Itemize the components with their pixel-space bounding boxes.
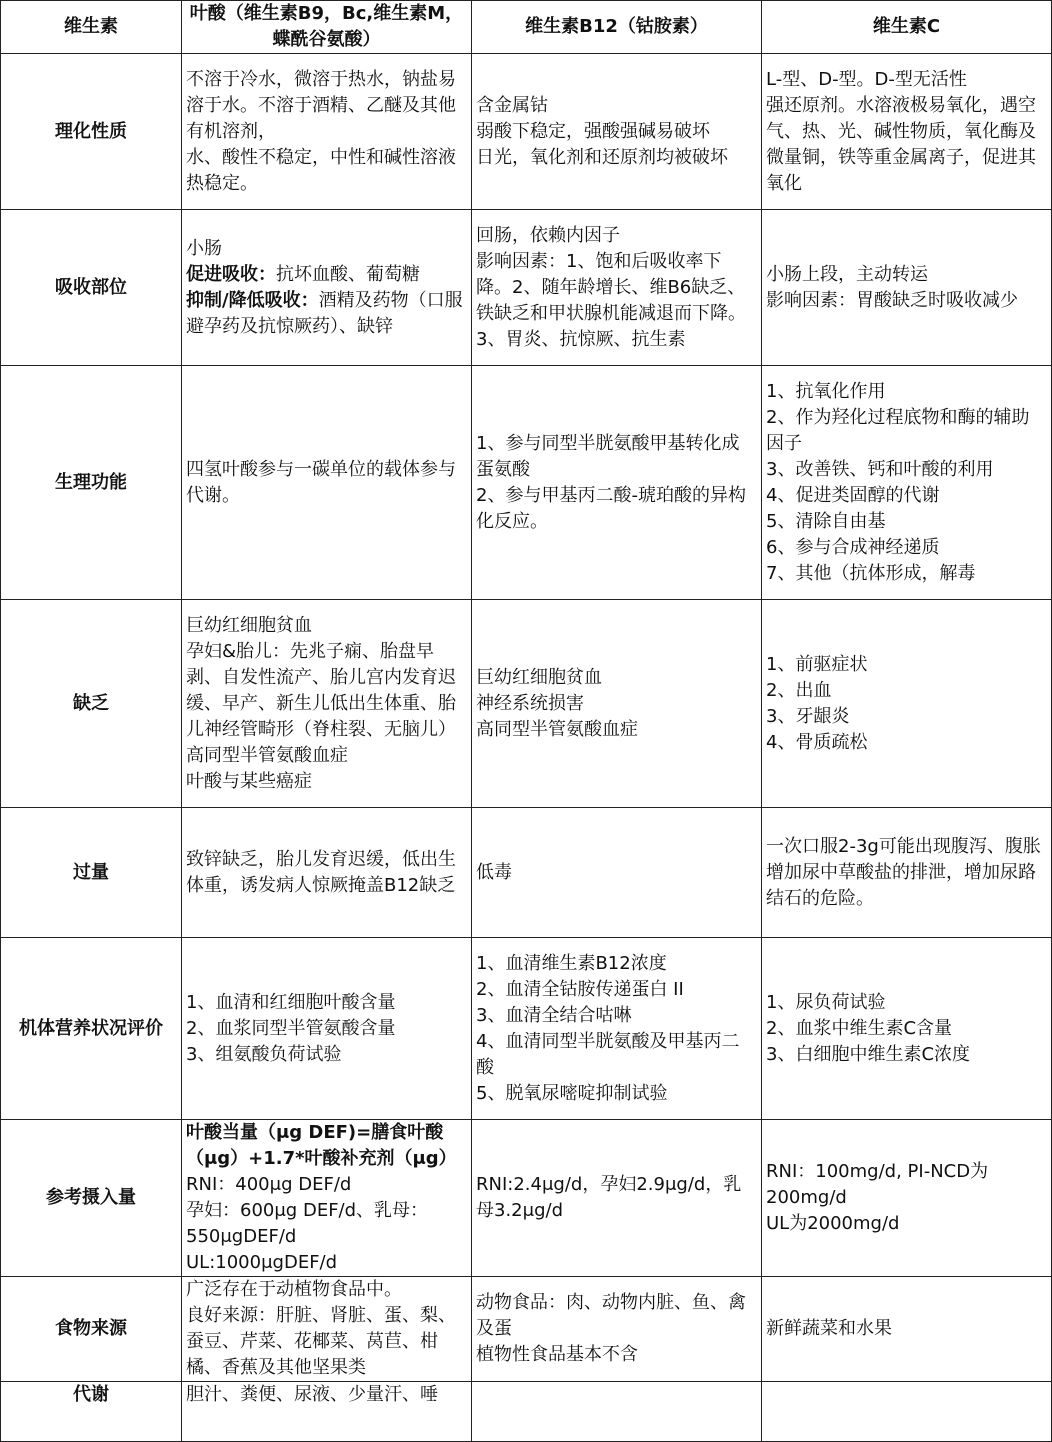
- header-folate: 叶酸（维生素B9，Bc,维生素M，蝶酰谷氨酸）: [182, 1, 472, 54]
- cell-line: [766, 834, 1047, 860]
- cell-line: [766, 288, 1047, 314]
- cell-line: [766, 704, 1047, 730]
- cell-folate: [182, 54, 472, 210]
- cell-line: [476, 249, 757, 353]
- cell-folate: [182, 1120, 472, 1277]
- cell-line-text: 致锌缺乏，胎儿发育迟缓，低出生体重，诱发病人惊厥掩盖B12缺乏: [186, 848, 456, 896]
- cell-vc: [762, 1277, 1052, 1382]
- cell-folate: [182, 600, 472, 808]
- cell-line: [186, 1172, 467, 1198]
- cell-line-text: 3、白细胞中维生素C浓度: [766, 1043, 971, 1065]
- row-label: 参考摄入量: [1, 1120, 182, 1277]
- cell-vc: [762, 938, 1052, 1120]
- cell-line: [476, 1081, 757, 1107]
- cell-line: [476, 691, 757, 717]
- cell-line-text: 2、作为羟化过程底物和酶的辅助因子: [766, 406, 1030, 454]
- cell-line-text: 3、改善铁、钙和叶酸的利用: [766, 458, 994, 480]
- cell-line-text: 影响因素：胃酸缺乏时吸收减少: [766, 289, 1018, 311]
- cell-line: [186, 990, 467, 1016]
- cell-folate: [182, 210, 472, 366]
- cell-line: [766, 1016, 1047, 1042]
- cell-line-text: 1、前驱症状: [766, 653, 868, 675]
- cell-line-text: 含金属钴: [476, 94, 548, 116]
- cell-line: [766, 535, 1047, 561]
- cell-b12: [472, 1120, 762, 1277]
- cell-line: [186, 639, 467, 743]
- cell-line-text: 5、清除自由基: [766, 510, 886, 532]
- cell-line: [186, 1382, 467, 1408]
- cell-line-text: 动物食品：肉、动物内脏、鱼、禽及蛋: [476, 1292, 746, 1339]
- cell-line: [186, 1042, 467, 1068]
- row-label: 吸收部位: [1, 210, 182, 366]
- cell-line: [766, 990, 1047, 1016]
- header-b12: 维生素B12（钴胺素）: [472, 1, 762, 54]
- cell-line: [186, 67, 467, 145]
- cell-line: [186, 262, 467, 288]
- cell-line: [186, 457, 467, 509]
- cell-line: [186, 1250, 467, 1276]
- cell-line-text: 1、尿负荷试验: [766, 991, 886, 1013]
- cell-line-text: 3、组氨酸负荷试验: [186, 1043, 342, 1065]
- cell-line-text: 水、酸性不稳定，中性和碱性溶液热稳定。: [186, 146, 456, 194]
- header-vitamin-c: 维生素C: [762, 1, 1052, 54]
- cell-line-text: 新鲜蔬菜和水果: [766, 1318, 892, 1339]
- cell-line-text: 一次口服2-3g可能出现腹泻、腹胀: [766, 835, 1041, 857]
- cell-line: [766, 93, 1047, 197]
- cell-line-text: 2、血浆同型半管氨酸含量: [186, 1017, 396, 1039]
- cell-folate: [182, 366, 472, 600]
- cell-folate: [182, 808, 472, 938]
- cell-line-text: 广泛存在于动植物食品中。: [186, 1279, 402, 1300]
- cell-line-text: 增加尿中草酸盐的排泄，增加尿路结石的危险。: [766, 861, 1036, 909]
- cell-line-bold: 促进吸收：: [186, 263, 276, 285]
- cell-line-text: UL:1000μgDEF/d: [186, 1252, 338, 1273]
- cell-line: [766, 405, 1047, 457]
- row-label: 食物来源: [1, 1277, 182, 1382]
- cell-line: [476, 223, 757, 249]
- cell-line: [476, 145, 757, 171]
- cell-line: [476, 119, 757, 145]
- cell-vc: [762, 366, 1052, 600]
- cell-vc: [762, 1382, 1052, 1442]
- cell-line: [766, 262, 1047, 288]
- cell-line: [766, 678, 1047, 704]
- table-row-excess: [1, 808, 1052, 938]
- cell-line: [766, 1159, 1047, 1211]
- cell-line: [186, 1120, 467, 1172]
- cell-line: [476, 1172, 757, 1224]
- cell-line: [766, 379, 1047, 405]
- cell-vc: [762, 54, 1052, 210]
- cell-line-text: 孕妇：600μg DEF/d、乳母：550μgDEF/d: [186, 1200, 429, 1247]
- cell-line-text: 7、其他（抗体形成，解毒: [766, 562, 976, 584]
- cell-line: [476, 1029, 757, 1081]
- cell-line: [766, 1042, 1047, 1068]
- cell-b12: [472, 54, 762, 210]
- cell-b12: [472, 210, 762, 366]
- row-label: 生理功能: [1, 366, 182, 600]
- table-row-nutrition-assessment: [1, 938, 1052, 1120]
- cell-line: [476, 665, 757, 691]
- cell-line-text: 孕妇&胎儿：先兆子痫、胎盘早剥、自发性流产、胎儿宫内发育迟缓、早产、新生儿低出生体重、胎儿神经管畸形（脊柱裂、无脑儿）: [186, 640, 456, 740]
- row-label: 代谢: [1, 1382, 182, 1442]
- cell-line-text: 高同型半管氨酸血症: [476, 718, 638, 740]
- cell-line-bold: 叶酸当量（μg DEF)=膳食叶酸（μg）+1.7*叶酸补充剂（μg）: [186, 1122, 457, 1169]
- table-row-metabolism: [1, 1382, 1052, 1442]
- cell-line-text: UL为2000mg/d: [766, 1213, 900, 1234]
- cell-line: [186, 145, 467, 197]
- table-row-food-source: [1, 1277, 1052, 1382]
- row-label: 过量: [1, 808, 182, 938]
- cell-line: [476, 1342, 757, 1368]
- cell-line-text: 2、血清全钴胺传递蛋白 II: [476, 978, 684, 1000]
- cell-line: [186, 1277, 467, 1303]
- cell-line: [476, 431, 757, 483]
- cell-line: [766, 561, 1047, 587]
- cell-line: [766, 457, 1047, 483]
- table-row-absorption: [1, 210, 1052, 366]
- cell-line-text: 植物性食品基本不含: [476, 1344, 638, 1365]
- cell-line-text: 3、牙龈炎: [766, 705, 850, 727]
- cell-line-text: 1、抗氧化作用: [766, 380, 886, 402]
- cell-line-text: 强还原剂。水溶液极易氧化，遇空气、热、光、碱性物质，氧化酶及微量铜，铁等重金属离子，促进其氧化: [766, 94, 1036, 194]
- cell-folate: [182, 1277, 472, 1382]
- cell-line: [186, 236, 467, 262]
- cell-b12: [472, 1277, 762, 1382]
- row-label: 机体营养状况评价: [1, 938, 182, 1120]
- cell-line-text: 2、参与甲基丙二酸-琥珀酸的异构化反应。: [476, 484, 746, 532]
- row-label: 理化性质: [1, 54, 182, 210]
- cell-b12: [472, 808, 762, 938]
- cell-line: [186, 743, 467, 769]
- cell-line-text: 2、出血: [766, 679, 832, 701]
- cell-line: [186, 1016, 467, 1042]
- cell-line-text: 酒精及药物（口服避孕药及抗惊厥药）、缺锌: [186, 289, 463, 337]
- cell-line-text: 胆汁、粪便、尿液、少量汗、唾: [186, 1384, 438, 1405]
- cell-line: [766, 67, 1047, 93]
- table-row-reference-intake: [1, 1120, 1052, 1277]
- cell-line-text: 小肠: [186, 237, 222, 259]
- cell-line-text: 1、血清维生素B12浓度: [476, 952, 667, 974]
- cell-line-text: RNI:2.4μg/d，孕妇2.9μg/d，乳母3.2μg/d: [476, 1174, 742, 1221]
- cell-line-text: 高同型半管氨酸血症: [186, 744, 348, 766]
- row-label: 缺乏: [1, 600, 182, 808]
- cell-line: [766, 1211, 1047, 1237]
- cell-line: [476, 977, 757, 1003]
- cell-line: [476, 1003, 757, 1029]
- cell-line: [476, 717, 757, 743]
- table-row-deficiency: [1, 600, 1052, 808]
- cell-line: [766, 483, 1047, 509]
- cell-b12: [472, 1382, 762, 1442]
- cell-line: [766, 1316, 1047, 1342]
- cell-line-text: 2、血浆中维生素C含量: [766, 1017, 953, 1039]
- cell-line: [186, 288, 467, 340]
- cell-line: [186, 847, 467, 899]
- cell-line-text: 影响因素：1、饱和后吸收率下降。2、随年龄增长、维B6缺乏、铁缺乏和甲状腺机能减退而下降。3、胃炎、抗惊厥、抗生素: [476, 250, 746, 350]
- cell-line-text: 4、骨质疏松: [766, 731, 868, 753]
- cell-line: [476, 951, 757, 977]
- cell-line-text: RNI：100mg/d, PI-NCD为200mg/d: [766, 1161, 989, 1208]
- cell-line-bold: 抑制/降低吸收：: [186, 289, 319, 311]
- cell-line-text: 不溶于冷水，微溶于热水，钠盐易溶于水。不溶于酒精、乙醚及其他有机溶剂，: [186, 68, 456, 142]
- cell-line: [476, 860, 757, 886]
- cell-line: [476, 1290, 757, 1342]
- cell-line-text: 1、参与同型半胱氨酸甲基转化成蛋氨酸: [476, 432, 740, 480]
- cell-line: [766, 730, 1047, 756]
- cell-b12: [472, 600, 762, 808]
- cell-line-text: 四氢叶酸参与一碳单位的载体参与代谢。: [186, 458, 456, 506]
- cell-line-text: 6、参与合成神经递质: [766, 536, 940, 558]
- cell-line-text: 低毒: [476, 861, 512, 883]
- cell-line: [186, 769, 467, 795]
- cell-line-text: 3、血清全结合咕啉: [476, 1004, 632, 1026]
- cell-line-text: 5、脱氧尿嘧啶抑制试验: [476, 1082, 668, 1104]
- cell-line-text: 叶酸与某些癌症: [186, 770, 312, 792]
- table-row-physicochemical: [1, 54, 1052, 210]
- cell-line-text: 良好来源：肝脏、肾脏、蛋、梨、蚕豆、芹菜、花椰菜、莴苣、柑橘、香蕉及其他坚果类: [186, 1305, 456, 1378]
- cell-line-text: 回肠，依赖内因子: [476, 224, 620, 246]
- cell-vc: [762, 600, 1052, 808]
- cell-b12: [472, 938, 762, 1120]
- cell-folate: [182, 1382, 472, 1442]
- cell-line-text: 弱酸下稳定，强酸强碱易破坏: [476, 120, 710, 142]
- cell-line-text: 日光，氧化剂和还原剂均被破坏: [476, 146, 728, 168]
- cell-line-text: RNI：400μg DEF/d: [186, 1174, 352, 1195]
- cell-line: [186, 613, 467, 639]
- header-row: [1, 1, 1052, 54]
- cell-line-text: 4、促进类固醇的代谢: [766, 484, 940, 506]
- cell-line: [766, 652, 1047, 678]
- cell-line: [186, 1198, 467, 1250]
- cell-folate: [182, 938, 472, 1120]
- header-vitamin: 维生素: [1, 1, 182, 54]
- cell-vc: [762, 1120, 1052, 1277]
- cell-line-text: L-型、D-型。D-型无活性: [766, 68, 967, 90]
- cell-line-text: 巨幼红细胞贫血: [186, 614, 312, 636]
- cell-line: [766, 509, 1047, 535]
- cell-line: [186, 1303, 467, 1381]
- cell-line-text: 神经系统损害: [476, 692, 584, 714]
- cell-line: [476, 93, 757, 119]
- cell-b12: [472, 366, 762, 600]
- cell-line-text: 巨幼红细胞贫血: [476, 666, 602, 688]
- table-row-physiological-function: [1, 366, 1052, 600]
- cell-line-text: 小肠上段，主动转运: [766, 263, 928, 285]
- cell-line: [476, 483, 757, 535]
- cell-line-text: 抗坏血酸、葡萄糖: [276, 263, 420, 285]
- cell-line-text: 4、血清同型半胱氨酸及甲基丙二酸: [476, 1030, 740, 1078]
- cell-vc: [762, 210, 1052, 366]
- cell-vc: [762, 808, 1052, 938]
- cell-line: [766, 860, 1047, 912]
- cell-line-text: 1、血清和红细胞叶酸含量: [186, 991, 396, 1013]
